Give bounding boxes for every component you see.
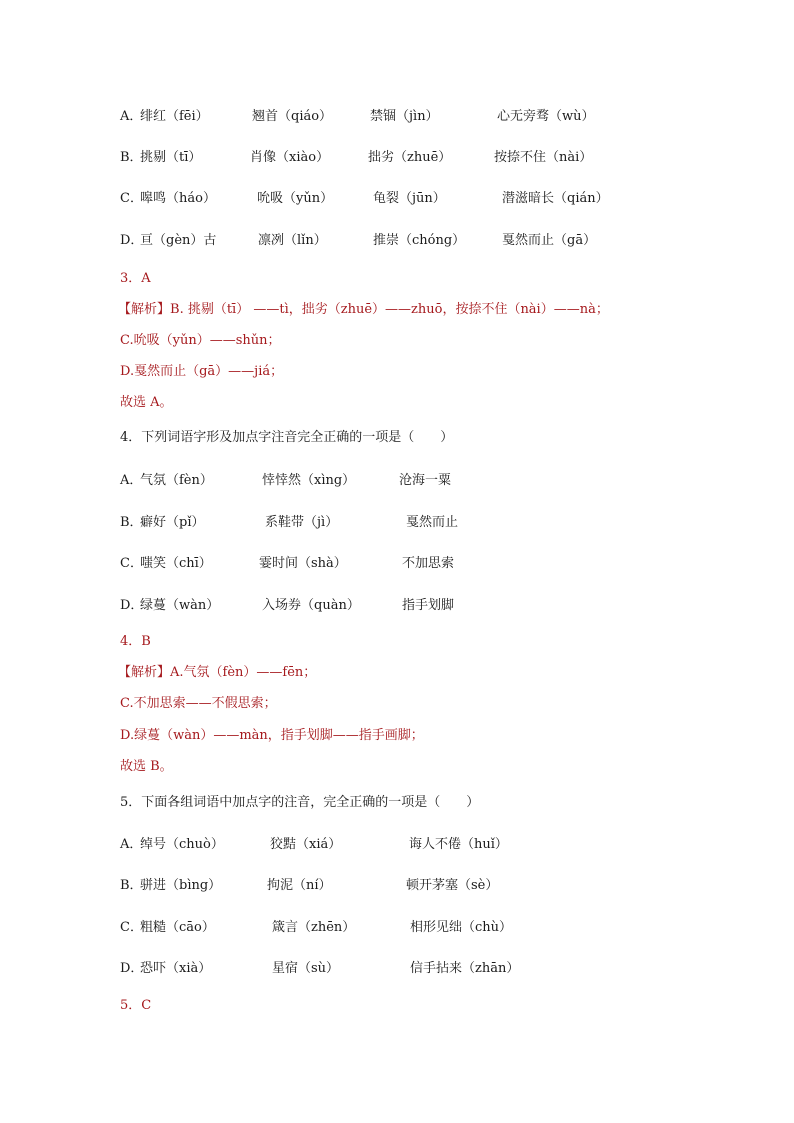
option-label: D． bbox=[120, 233, 144, 248]
option-item: 沧海一粟 bbox=[399, 473, 452, 488]
analysis-text: D.戛然而止（gā）——jiá； bbox=[120, 364, 284, 379]
option-item: 骈进（bìng） bbox=[140, 878, 222, 893]
option-item: 顿开茅塞（sè） bbox=[406, 878, 499, 893]
option-item: 诲人不倦（huǐ） bbox=[409, 837, 508, 852]
analysis-tag: 【解析】 bbox=[118, 665, 171, 680]
analysis-text: C.不加思索——不假思索； bbox=[120, 696, 277, 711]
option-item: 翘首（qiáo） bbox=[252, 109, 333, 124]
option-item: 嗥鸣（háo） bbox=[140, 191, 216, 206]
conclusion-text: 故选 A。 bbox=[120, 395, 173, 410]
answer-text: 4．B bbox=[120, 634, 151, 649]
option-item: 推崇（chóng） bbox=[373, 233, 466, 248]
option-item: 绯红（fēi） bbox=[140, 109, 209, 124]
option-item: 星宿（sù） bbox=[272, 961, 340, 976]
option-label: B． bbox=[120, 878, 143, 893]
option-item: 霎时间（shà） bbox=[259, 556, 347, 571]
question-text: 5．下面各组词语中加点字的注音，完全正确的一项是（ ） bbox=[120, 795, 480, 810]
option-label: A． bbox=[120, 837, 143, 852]
option-item: 凛冽（lǐn） bbox=[258, 233, 327, 248]
analysis-text: B. 挑剔（tī） ——tì，拙劣（zhuē）——zhuō，按捺不住（nài）——nà； bbox=[170, 302, 609, 317]
option-item: 悻悻然（xìng） bbox=[262, 473, 356, 488]
option-label: A． bbox=[120, 109, 143, 124]
analysis-text: A.气氛（fèn）——fēn； bbox=[170, 665, 317, 680]
option-item: 戛然而止（gā） bbox=[502, 233, 597, 248]
option-item: 挑剔（tī） bbox=[140, 150, 202, 165]
option-label: C． bbox=[120, 556, 143, 571]
option-label: B． bbox=[120, 150, 143, 165]
conclusion-text: 故选 B。 bbox=[120, 759, 173, 774]
answer-text: 3．A bbox=[120, 271, 151, 286]
analysis-row bbox=[118, 301, 609, 319]
option-label: A． bbox=[120, 473, 143, 488]
analysis-tag: 【解析】 bbox=[118, 302, 171, 317]
option-item: 不加思索 bbox=[402, 556, 455, 571]
option-item: 嗤笑（chī） bbox=[140, 556, 212, 571]
analysis-row bbox=[118, 664, 316, 682]
option-item: 吮吸（yǔn） bbox=[257, 191, 334, 206]
option-item: 潜滋暗长（qián） bbox=[502, 191, 609, 206]
option-item: 入场券（quàn） bbox=[262, 598, 360, 613]
option-item: 绰号（chuò） bbox=[140, 837, 224, 852]
option-label: C． bbox=[120, 920, 143, 935]
option-item: 信手拈来（zhān） bbox=[410, 961, 520, 976]
option-item: 龟裂（jūn） bbox=[373, 191, 446, 206]
option-item: 狡黠（xiá） bbox=[270, 837, 342, 852]
option-item: 拘泥（ní） bbox=[267, 878, 332, 893]
option-item: 绿蔓（wàn） bbox=[140, 598, 220, 613]
option-item: 粗糙（cāo） bbox=[140, 920, 215, 935]
option-item: 相形见绌（chù） bbox=[410, 920, 513, 935]
option-item: 恐吓（xià） bbox=[140, 961, 212, 976]
option-item: 亘（gèn）古 bbox=[140, 233, 217, 248]
option-item: 按捺不住（nài） bbox=[494, 150, 593, 165]
option-item: 禁锢（jìn） bbox=[370, 109, 439, 124]
analysis-text: D.绿蔓（wàn）——màn，指手划脚——指手画脚； bbox=[120, 728, 424, 743]
option-item: 指手划脚 bbox=[402, 598, 455, 613]
question-text: 4．下列词语字形及加点字注音完全正确的一项是（ ） bbox=[120, 430, 454, 445]
option-item: 戛然而止 bbox=[406, 515, 459, 530]
option-item: 肖像（xiào） bbox=[250, 150, 330, 165]
option-label: D． bbox=[120, 961, 144, 976]
option-label: C． bbox=[120, 191, 143, 206]
option-label: D． bbox=[120, 598, 144, 613]
option-item: 箴言（zhēn） bbox=[272, 920, 356, 935]
option-item: 拙劣（zhuē） bbox=[368, 150, 452, 165]
option-item: 系鞋带（jì） bbox=[265, 515, 339, 530]
analysis-text: C.吮吸（yǔn）——shǔn； bbox=[120, 333, 281, 348]
answer-text: 5．C bbox=[120, 998, 152, 1013]
option-label: B． bbox=[120, 515, 143, 530]
option-item: 癖好（pǐ） bbox=[140, 515, 205, 530]
option-item: 心无旁骛（wù） bbox=[497, 109, 595, 124]
option-item: 气氛（fèn） bbox=[140, 473, 213, 488]
